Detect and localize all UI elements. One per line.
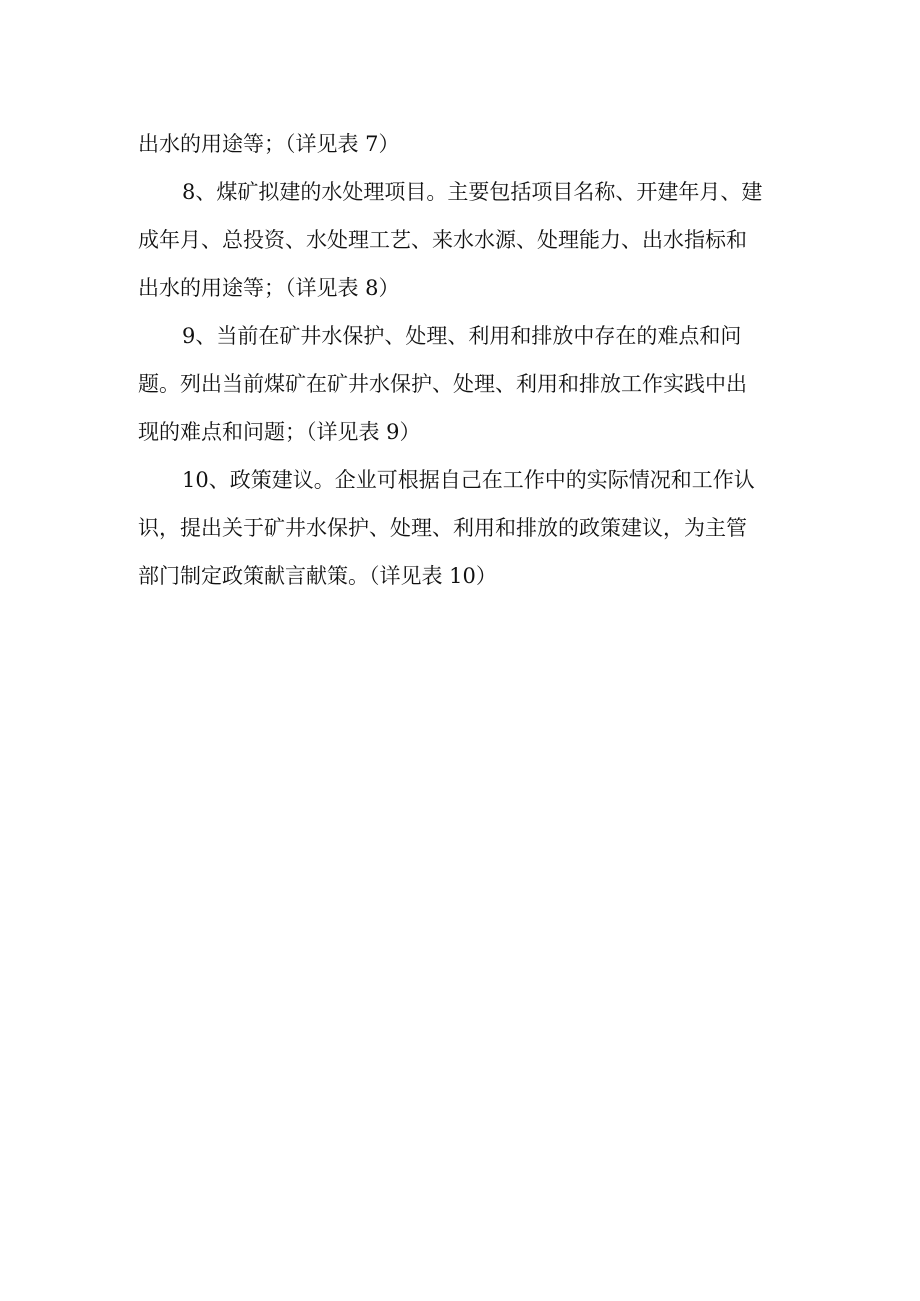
text-line: 题。列出当前煤矿在矿井水保护、处理、利用和排放工作实践中出 [138, 372, 747, 396]
document-body [138, 120, 788, 600]
text-line: 9、当前在矿井水保护、处理、利用和排放中存在的难点和问 [182, 324, 742, 348]
paragraph-item-8 [138, 168, 788, 312]
text-line: 出水的用途等；（详见表 7） [138, 132, 400, 156]
paragraph-item-10 [138, 456, 788, 600]
paragraph-item-9 [138, 312, 788, 456]
text-line: 出水的用途等；（详见表 8） [138, 276, 400, 300]
text-line: 成年月、总投资、水处理工艺、来水水源、处理能力、出水指标和 [138, 228, 747, 252]
text-line: 10、政策建议。企业可根据自己在工作中的实际情况和工作认 [182, 468, 755, 492]
text-line: 部门制定政策献言献策。（详见表 10） [138, 564, 497, 588]
text-line: 现的难点和问题；（详见表 9） [138, 420, 421, 444]
paragraph-table-7-tail [138, 120, 788, 168]
text-line: 识，提出关于矿井水保护、处理、利用和排放的政策建议，为主管 [138, 516, 747, 540]
text-line: 8、煤矿拟建的水处理项目。主要包括项目名称、开建年月、建 [182, 180, 763, 204]
